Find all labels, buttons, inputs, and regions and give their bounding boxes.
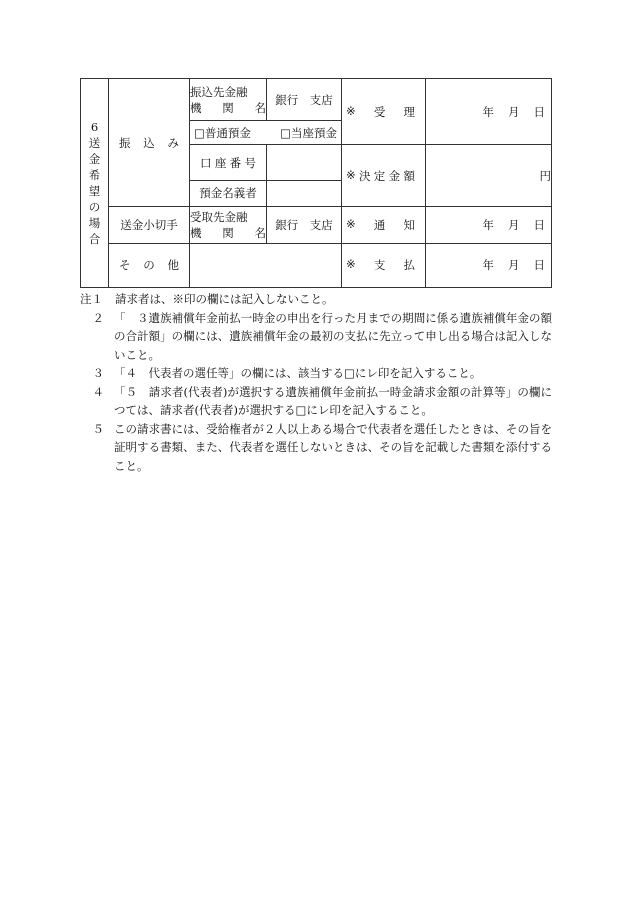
other-field[interactable]	[190, 243, 342, 287]
receiving-bank-label: 受取先金融 機 関 名	[190, 207, 267, 243]
transfer-bank-branch-field[interactable]: 銀行 支店	[267, 79, 342, 121]
notice-label: ※ 通 知	[342, 207, 426, 243]
decision-amount-field[interactable]: 円	[426, 145, 552, 207]
other-label: そ の 他	[109, 243, 190, 287]
account-type-field[interactable]	[190, 121, 342, 145]
account-number-label: 口 座 番 号	[190, 145, 267, 180]
note-item: ４ 「５ 請求者(代表者)が選択する遺族補償年金前払一時金請求金額の計算等」の欄につては、請求者(代表者)が選択する□にレ印を記入すること。	[92, 384, 552, 417]
section-6-label: 6 送 金 希 望 の 場 合	[81, 79, 109, 288]
account-number-field[interactable]	[267, 145, 342, 180]
current-deposit-checkbox[interactable]: □当座預金	[280, 125, 337, 140]
payment-date-field[interactable]: 年 月 日	[426, 243, 552, 287]
receipt-date-field[interactable]: 年 月 日	[426, 79, 552, 145]
receipt-label: ※ 受 理	[342, 79, 426, 145]
transfer-label: 振 込 み	[109, 79, 190, 207]
check-label: 送金小切手	[109, 207, 190, 243]
remittance-table	[80, 78, 552, 288]
payment-label: ※ 支 払	[342, 243, 426, 287]
decision-amount-label: ※ 決 定 金 額	[342, 145, 426, 207]
notes-section	[80, 290, 552, 475]
note-item: ２ 「 ３遺族補償年金前払一時金の申出を行った月までの期間に係る遺族補償年金の額の合計額」の欄には、遺族補償年金の最初の支払に先立って申し出る場合は記入しないこと。	[92, 310, 552, 362]
note-item: ５ この請求書には、受給権者が２人以上ある場合で代表者を選任したときは、その旨を証明する書類、また、代表者を選任しないときは、その旨を記載した書類を添付すること。	[92, 421, 552, 473]
note-item: 注１ 請求者は、※印の欄には記入しないこと。	[80, 292, 334, 306]
notice-date-field[interactable]: 年 月 日	[426, 207, 552, 243]
transfer-bank-label: 振込先金融 機 関 名	[190, 79, 267, 121]
account-holder-field[interactable]	[267, 180, 342, 207]
note-item: ３ 「４ 代表者の選任等」の欄には、該当する□にレ印を記入すること。	[92, 366, 482, 380]
receiving-bank-branch-field[interactable]: 銀行 支店	[267, 207, 342, 243]
account-holder-label: 預金名義者	[190, 180, 267, 207]
ordinary-deposit-checkbox[interactable]: □普通預金	[194, 125, 251, 140]
